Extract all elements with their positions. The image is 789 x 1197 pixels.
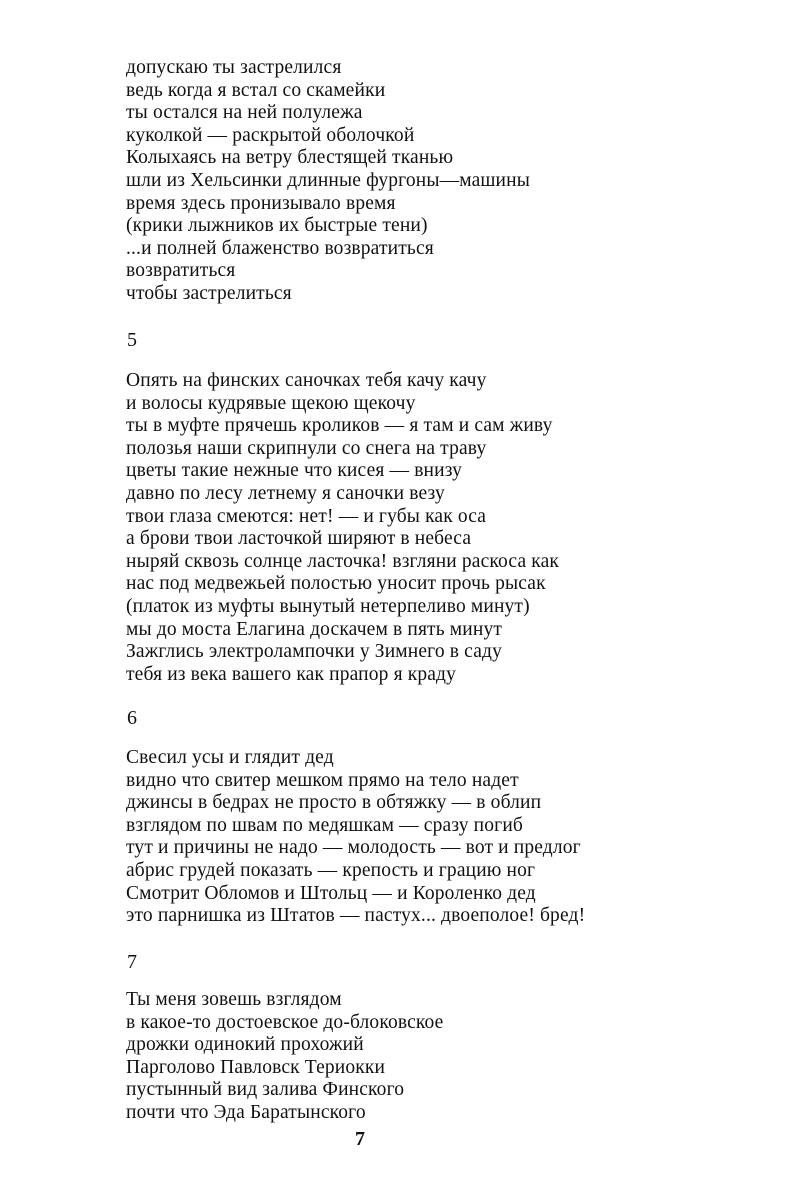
- verse-line: возвратиться: [126, 260, 236, 282]
- verse-line: твои глаза смеются: нет! — и губы как оса: [126, 505, 487, 527]
- verse-line: взглядом по швам по медяшкам — сразу погиб: [126, 814, 523, 836]
- verse-line: давно по лесу летнему я саночки везу: [126, 482, 445, 504]
- verse-line: Ты меня зовешь взглядом: [126, 989, 342, 1010]
- verse-line: мы до моста Елагина доскачем в пять минут: [126, 618, 503, 640]
- verse-line: дрожки одинокий прохожий: [126, 1034, 364, 1056]
- verse-line: куколкой — раскрытой оболочкой: [126, 124, 415, 146]
- verse-line: тут и причины не надо — молодость — вот и предлог: [126, 837, 581, 859]
- verse-line: допускаю ты застрелился: [126, 57, 342, 78]
- verse-line: Зажглись электролампочки у Зимнего в саду: [126, 641, 502, 663]
- verse-line: джинсы в бедрах не просто в обтяжку — в облип: [126, 792, 542, 814]
- section-number: 5: [127, 329, 137, 351]
- section-number: 7: [127, 951, 137, 973]
- verse-line: чтобы застрелиться: [126, 282, 292, 304]
- stanza-7: [126, 989, 686, 1125]
- section-number: 6: [127, 707, 137, 729]
- verse-line: и волосы кудрявые щекою щекочу: [126, 392, 416, 414]
- verse-line: (крики лыжников их быстрые тени): [126, 215, 428, 237]
- verse-line: почти что Эда Баратынского: [126, 1101, 366, 1123]
- verse-line: время здесь пронизывало время: [126, 192, 396, 214]
- stanza-6: [126, 747, 686, 928]
- verse-line: полозья наши скрипнули со снега на траву: [126, 437, 487, 459]
- verse-line: а брови твои ласточкой ширяют в небеса: [126, 528, 472, 550]
- verse-line: ты остался на ней полулежа: [126, 102, 363, 124]
- verse-line: ныряй сквозь солнце ласточка! взгляни раскоса как: [126, 550, 560, 572]
- verse-line: ведь когда я встал со скамейки: [126, 79, 386, 101]
- verse-line: ...и полней блаженство возвратиться: [126, 237, 434, 259]
- verse-line: нас под медвежьей полостью уносит прочь рысак: [126, 573, 546, 595]
- verse-line: в какое-то достоевское до-блоковское: [126, 1011, 444, 1033]
- verse-line: шли из Хельсинки длинные фургоны—машины: [126, 169, 530, 191]
- verse-line: тебя из века вашего как прапор я краду: [126, 663, 457, 685]
- verse-line: Опять на финских саночках тебя качу качу: [126, 370, 487, 391]
- verse-line: цветы такие нежные что кисея — внизу: [126, 460, 463, 482]
- verse-line: Колыхаясь на ветру блестящей тканью: [126, 147, 454, 169]
- verse-line: ты в муфте прячешь кроликов — я там и сам живу: [126, 415, 553, 437]
- verse-line: Парголово Павловск Териокки: [126, 1056, 386, 1078]
- verse-line: видно что свитер мешком прямо на тело надет: [126, 769, 519, 791]
- stanza-5: [126, 370, 686, 686]
- verse-line: пустынный вид залива Финского: [126, 1079, 405, 1101]
- verse-line: Смотрит Обломов и Штольц — и Короленко дед: [126, 882, 536, 904]
- verse-line: абрис грудей показать — крепость и грацию ног: [126, 859, 536, 881]
- page-number: 7: [355, 1128, 365, 1150]
- verse-line: это парнишка из Штатов — пастух... двоеполое! бред!: [126, 905, 586, 927]
- stanza-continuation: [126, 57, 686, 306]
- verse-line: Свесил усы и глядит дед: [126, 747, 334, 768]
- verse-line: (платок из муфты вынутый нетерпеливо минут): [126, 595, 530, 617]
